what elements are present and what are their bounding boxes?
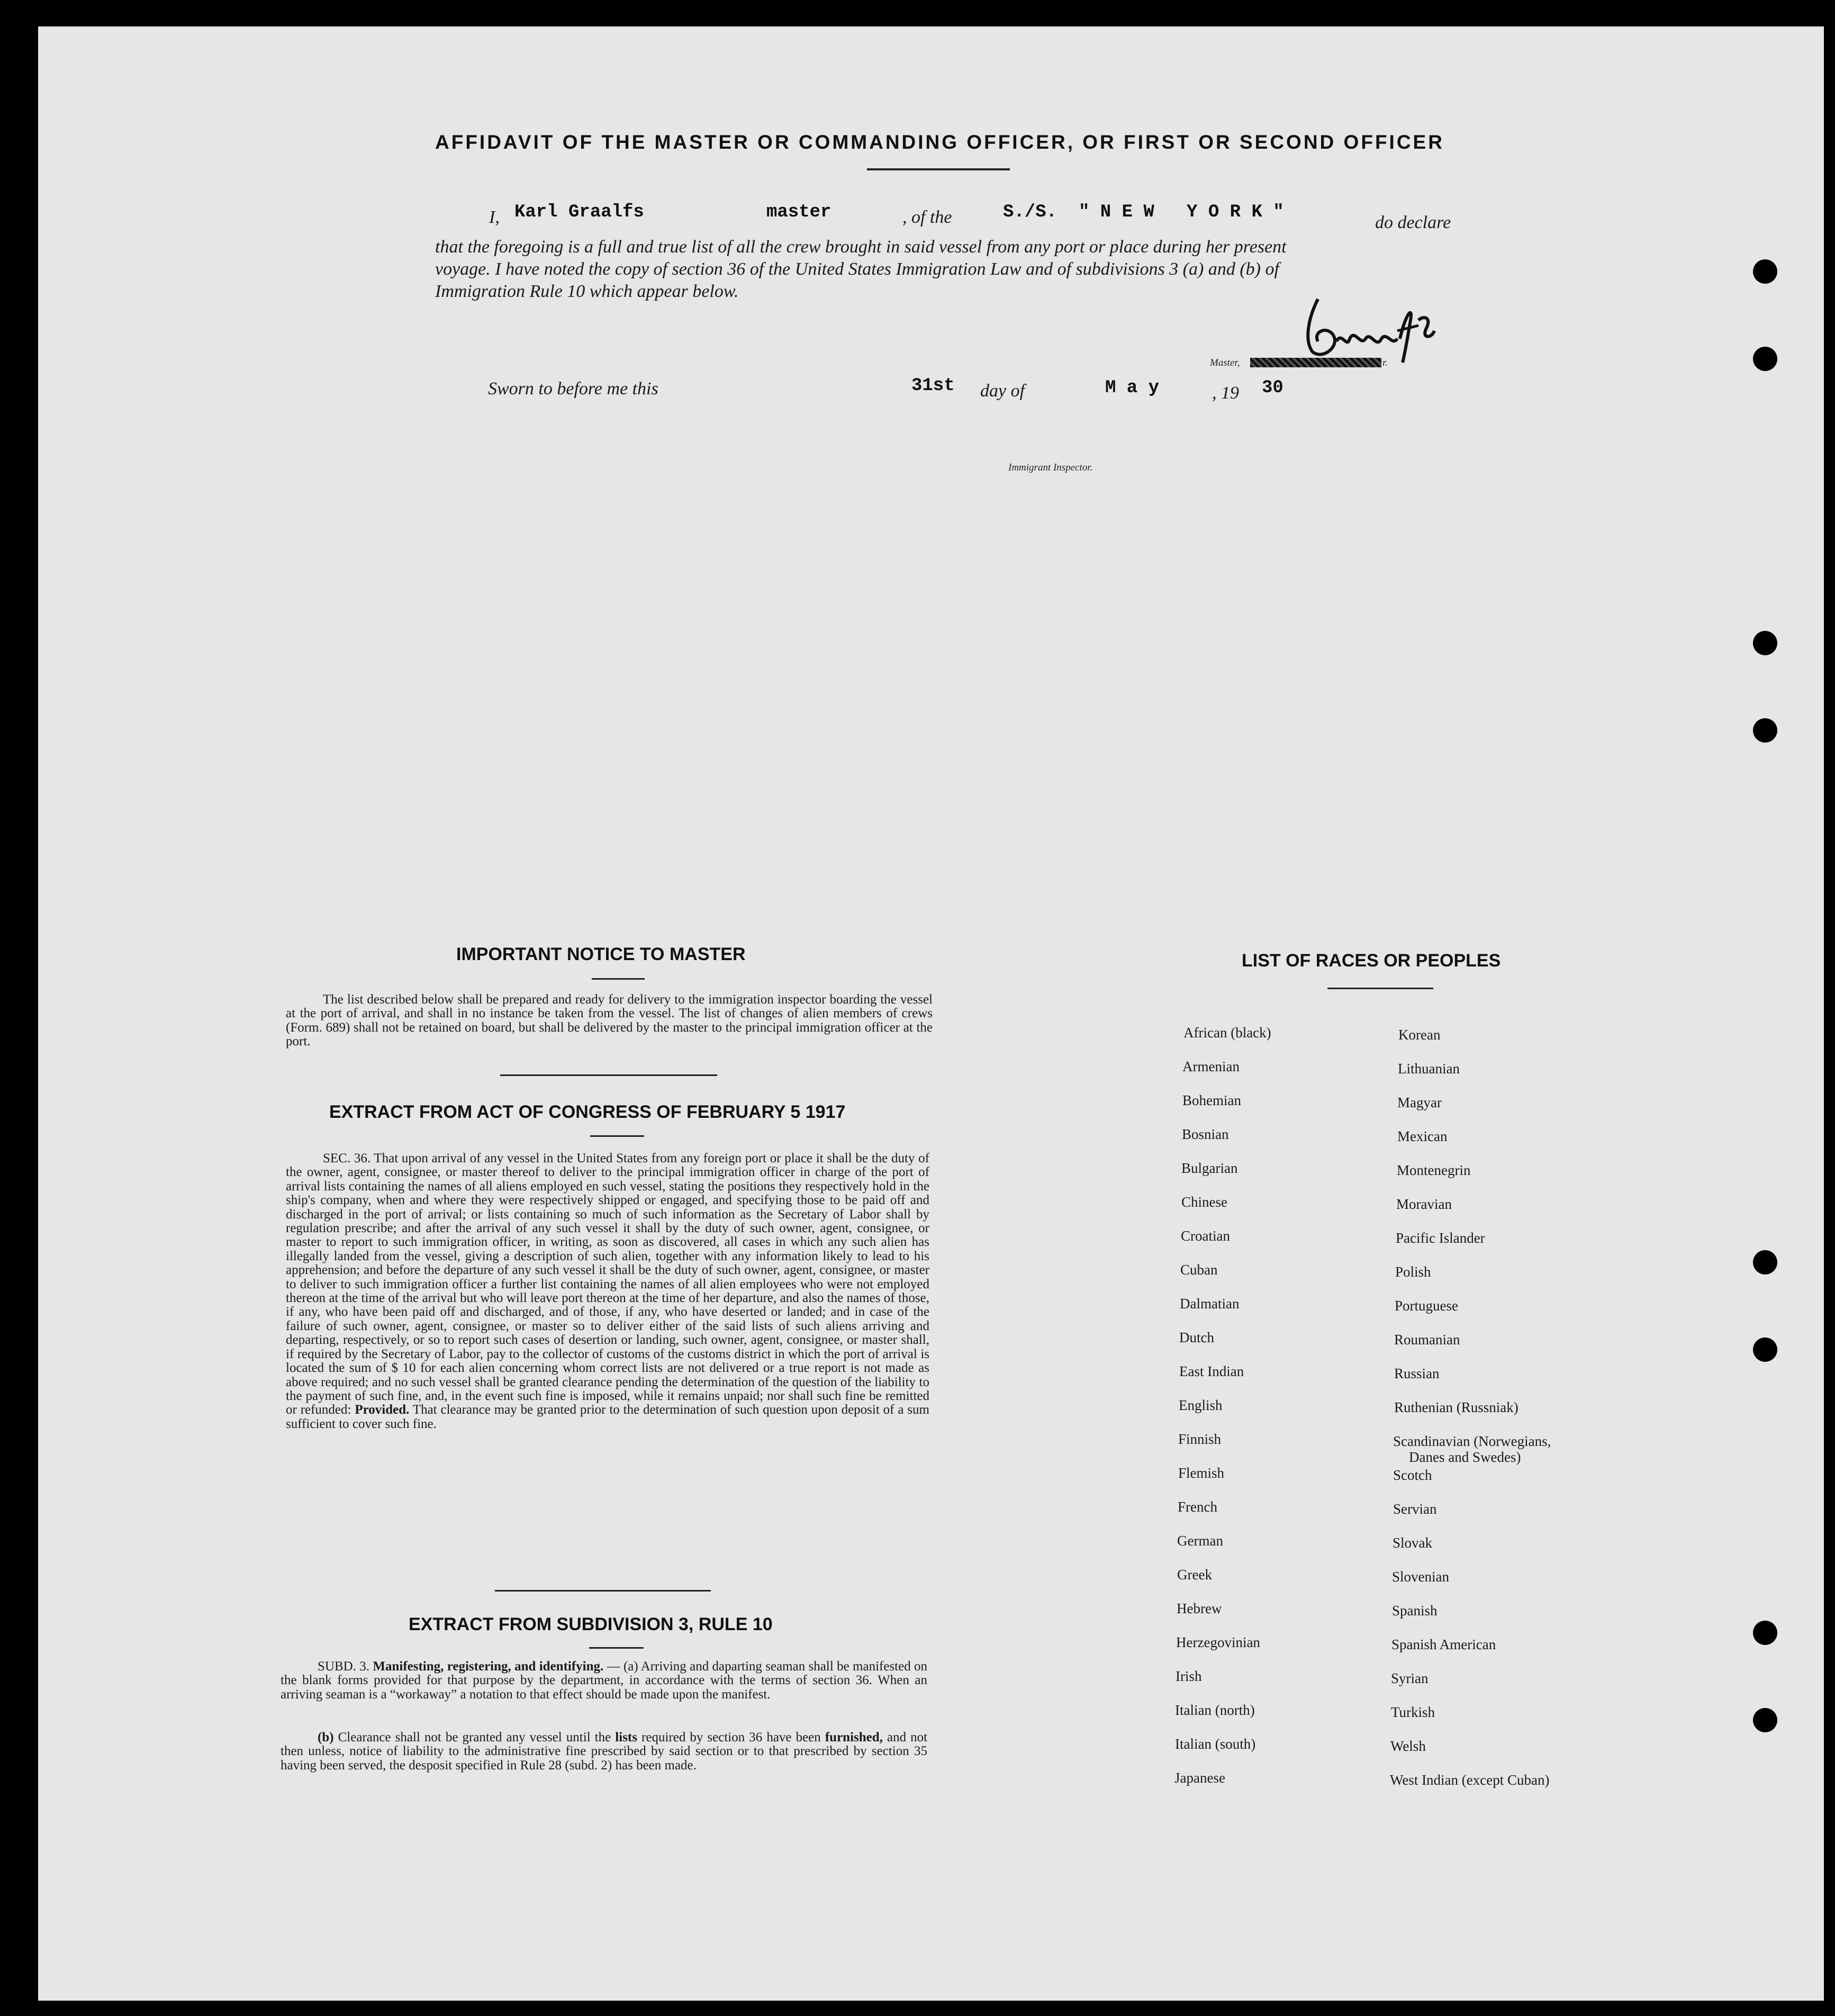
rule-dash: —: [607, 1659, 620, 1674]
race-left-3: Bohemian: [1182, 1092, 1241, 1108]
races-title: LIST OF RACES OR PEOPLES: [1242, 951, 1501, 971]
race-right-10: Roumanian: [1394, 1332, 1460, 1348]
inspector-label: Immigrant Inspector.: [1008, 462, 1093, 473]
punch-hole-6: [1753, 1337, 1777, 1362]
race-right-22: Welsh: [1390, 1738, 1426, 1754]
race-left-6: Chinese: [1181, 1194, 1227, 1210]
race-right-4: Mexican: [1397, 1128, 1448, 1144]
affidavit-line-3: voyage. I have noted the copy of section 36 of the United States Immigration Law and of subdivisions 3 (a) and (b) of: [435, 259, 1279, 279]
notice-title: IMPORTANT NOTICE TO MASTER: [456, 944, 746, 964]
act-title-rule: [590, 1135, 644, 1137]
race-right-13-cont: Danes and Swedes): [1409, 1449, 1521, 1465]
race-left-8: Cuban: [1180, 1262, 1218, 1278]
race-left-23: Japanese: [1174, 1770, 1225, 1786]
race-right-21: Turkish: [1391, 1704, 1435, 1720]
master-signature: [1291, 288, 1450, 368]
notice-title-rule: [592, 978, 645, 980]
rule-b-label: (b): [318, 1730, 334, 1744]
punch-hole-3: [1753, 631, 1777, 655]
race-left-10: Dutch: [1179, 1330, 1214, 1345]
race-right-20: Syrian: [1391, 1670, 1429, 1686]
affidavit-prefix: I,: [489, 207, 500, 227]
vessel-prefix: S./S.: [1003, 202, 1057, 222]
race-left-12: English: [1179, 1397, 1223, 1413]
race-left-16: German: [1177, 1533, 1223, 1549]
act-text-end: That clearance may be granted prior to the determination of such question upon deposit of a sum sufficient to cover such fine.: [286, 1403, 929, 1431]
race-right-17: Slovenian: [1392, 1569, 1449, 1585]
race-left-7: Croatian: [1181, 1228, 1230, 1244]
race-right-3: Magyar: [1397, 1095, 1442, 1110]
rule-a-text: Arriving and daparting seaman shall be manifested on the blank forms provided for that purpose by the department, in accordance with the terms of section 36. When an arriving seaman is a “workaway” a notation to that effect should be made upon the manifest.: [281, 1659, 928, 1702]
race-left-14: Flemish: [1178, 1465, 1225, 1481]
race-left-1: African (black): [1183, 1025, 1271, 1041]
race-right-5: Montenegrin: [1397, 1162, 1471, 1178]
sworn-month: M a y: [1105, 378, 1160, 398]
race-right-16: Slovak: [1393, 1535, 1433, 1551]
rule-subd-heading: Manifesting, registering, and identifying.: [373, 1659, 604, 1674]
act-title: EXTRACT FROM ACT OF CONGRESS OF FEBRUARY 5 1917: [329, 1102, 846, 1122]
race-right-12: Ruthenian (Russniak): [1394, 1399, 1518, 1415]
punch-hole-8: [1753, 1708, 1777, 1732]
race-left-13: Finnish: [1178, 1431, 1222, 1447]
sworn-year: 30: [1262, 378, 1283, 398]
sworn-day: 31st: [911, 376, 955, 396]
races-title-rule: [1327, 988, 1433, 989]
race-right-9: Portuguese: [1395, 1298, 1458, 1314]
race-left-9: Dalmatian: [1180, 1296, 1240, 1312]
race-left-4: Bosnian: [1182, 1126, 1229, 1142]
punch-hole-4: [1753, 718, 1777, 743]
punch-hole-7: [1753, 1621, 1777, 1645]
rule-a-label: (a): [623, 1659, 638, 1674]
race-right-13: Scandinavian (Norwegians,: [1393, 1433, 1551, 1449]
affidavit-title-rule: [867, 168, 1010, 170]
year-prefix: , 19: [1212, 383, 1239, 403]
race-left-17: Greek: [1177, 1567, 1212, 1583]
race-right-7: Pacific Islander: [1396, 1230, 1485, 1246]
race-right-23: West Indian (except Cuban): [1390, 1772, 1550, 1788]
race-right-2: Lithuanian: [1398, 1061, 1460, 1077]
of-the-label: , of the: [902, 207, 952, 227]
master-label: Master,: [1210, 357, 1240, 368]
race-left-20: Irish: [1176, 1668, 1202, 1684]
vessel-name: " N E W Y O R K ": [1079, 202, 1284, 222]
rule-b-text-3: and not then unless, notice of liability to the administrative fine prescribed by said section or to that prescribed by section 35 having been served, the desposit specified in Rule 28 (subd. 2) has been made.: [281, 1730, 928, 1773]
affidavit-line-2: that the foregoing is a full and true list of all the crew brought in said vessel from any port or place during her present: [435, 237, 1287, 257]
affidavit-line-4: Immigration Rule 10 which appear below.: [435, 282, 739, 301]
master-rank: master: [766, 202, 831, 222]
race-left-11: East Indian: [1179, 1363, 1244, 1379]
notice-divider: [500, 1074, 717, 1076]
rule-b-text-1: Clearance shall not be granted any vessel until the: [338, 1730, 611, 1744]
act-text: [286, 1152, 929, 1431]
race-right-18: Spanish: [1392, 1603, 1438, 1619]
act-text-body: SEC. 36. That upon arrival of any vessel in the United States from any foreign port or place it shall be the duty of the owner, agent, consignee, or master thereof to deliver to the principal immigration officer in charge of the port of arrival lists containing the names of all aliens employed en such vessel, stating the positions they respectively hold in the ship's company, when and where they were respectively shipped or engaged, and specifying those to be paid off and discharged in the port of arrival; or lists containing so much of such information as the Secretary of Labor shall by regulation prescribe; and after the arrival of any such vessel it shall by the duty of such owner, agent, consignee, or master to report to such immigration officer, in writing, as soon as discovered, all cases in which any such alien has illegally landed from the vessel, giving a description of such alien, together with any information likely to lead to his apprehension; and before the departure of any such vessel it shall be the duty of such owner, agent, consignee, or master to deliver to such immigration officer a further list containing the names of all alien employees who were not employed thereon at the time of the arrival but who will leave port thereon at the time of her departure, and also the names of those, if any, who have been paid off and discharged, and of those, if any, who have deserted or landed; and in case of the failure of such owner, agent, consignee, or master so to deliver either of the said lists of such aliens arriving and departing, respectively, or so to report such cases of desertion or landing, such owner, agent, consignee, or master shall, if required by the Secretary of Labor, pay to the collector of customs of the customs district in which the port of arrival is located the sum of $ 10 for each alien concerning whom correct lists are not delivered or a true report is not made as above required; and no such vessel shall be granted clearance pending the determination of the question of the liability to the payment of such fine, and, in the event such fine is imposed, while it remains unpaid; nor shall such fine be remitted or refunded:: [286, 1151, 929, 1417]
race-left-2: Armenian: [1182, 1059, 1240, 1074]
race-left-5: Bulgarian: [1181, 1160, 1238, 1176]
rule-subd-prefix: SUBD. 3.: [318, 1659, 370, 1674]
day-of-label: day of: [980, 381, 1025, 401]
do-declare-label: do declare: [1375, 213, 1451, 232]
punch-hole-2: [1753, 347, 1777, 371]
notice-text: The list described below shall be prepared and ready for delivery to the immigration inspector boarding the vessel at the port of arrival, and shall in no instance be taken from the vessel. The list of changes of alien members of crews (Form. 689) shall not be retained on board, but shall be delivered by the master to the principal immigration officer at the port.: [286, 992, 933, 1049]
race-left-19: Herzegovinian: [1176, 1634, 1260, 1650]
rule-title-rule: [589, 1647, 644, 1649]
race-right-6: Moravian: [1396, 1196, 1452, 1212]
struck-out-title: [1250, 358, 1381, 367]
rule-subd-b: [281, 1731, 927, 1773]
race-right-1: Korean: [1398, 1027, 1441, 1043]
master-label-tail: r.: [1382, 357, 1388, 368]
race-right-19: Spanish American: [1391, 1637, 1496, 1652]
rule-b-furnished: furnished,: [825, 1730, 883, 1744]
race-left-22: Italian (south): [1175, 1736, 1256, 1752]
race-right-15: Servian: [1393, 1501, 1437, 1517]
affidavit-title: AFFIDAVIT OF THE MASTER OR COMMANDING OFFICER, OR FIRST OR SECOND OFFICER: [435, 131, 1444, 153]
act-provided: Provided.: [355, 1403, 410, 1417]
rule-title: EXTRACT FROM SUBDIVISION 3, RULE 10: [409, 1614, 773, 1634]
act-divider: [495, 1590, 711, 1592]
race-left-15: French: [1178, 1499, 1217, 1515]
race-right-8: Polish: [1395, 1264, 1431, 1280]
rule-subd-a: [281, 1660, 927, 1702]
sworn-label: Sworn to before me this: [488, 379, 658, 399]
master-name: Karl Graalfs: [514, 202, 644, 222]
race-left-21: Italian (north): [1175, 1702, 1255, 1718]
race-right-14: Scotch: [1393, 1467, 1432, 1483]
rule-b-text-2: required by section 36 have been: [641, 1730, 821, 1744]
race-left-18: Hebrew: [1177, 1601, 1222, 1616]
punch-hole-1: [1753, 259, 1777, 284]
rule-b-lists: lists: [615, 1730, 637, 1744]
punch-hole-5: [1753, 1250, 1777, 1274]
race-right-11: Russian: [1394, 1366, 1440, 1381]
